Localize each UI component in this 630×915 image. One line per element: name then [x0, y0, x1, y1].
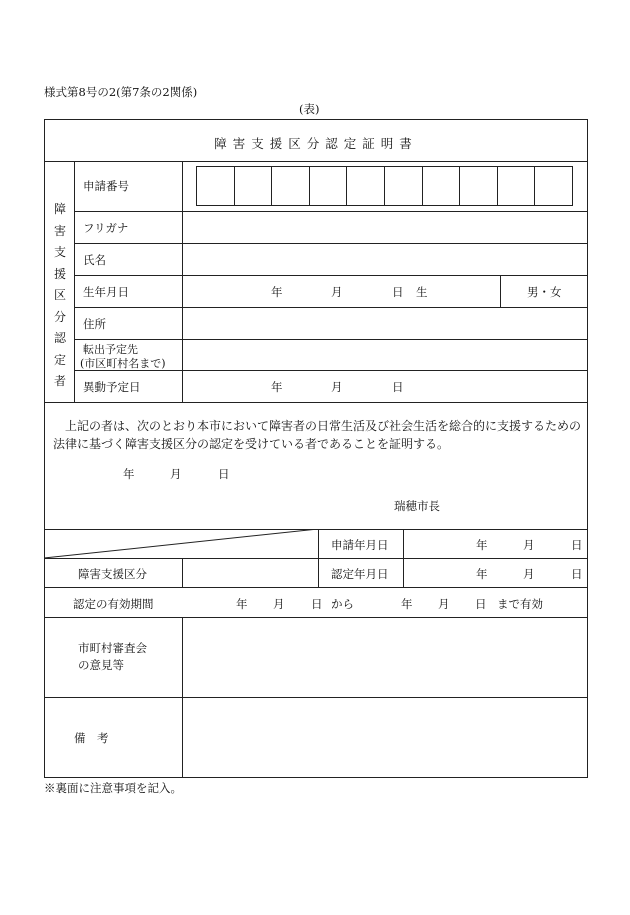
decision-date-label: 認定年月日	[331, 567, 389, 581]
divider	[44, 617, 588, 618]
moving-dest-label: 転出予定先	[83, 343, 138, 356]
divider	[44, 587, 588, 588]
application-number-boxes[interactable]	[196, 166, 573, 206]
digit-box[interactable]	[385, 167, 423, 205]
birth-month: 月	[331, 285, 343, 299]
form-title: 障害支援区分認定証明書	[214, 136, 418, 151]
decision-year: 年	[476, 567, 488, 581]
validity-label: 認定の有効期間	[73, 597, 154, 611]
divider	[182, 558, 183, 587]
divider	[500, 275, 501, 307]
birth-day: 日	[392, 285, 404, 299]
divider	[44, 697, 588, 698]
application-day: 日	[571, 538, 583, 552]
footer-note: ※裏面に注意事項を記入。	[44, 781, 182, 795]
decision-month: 月	[523, 567, 535, 581]
divider	[74, 339, 588, 340]
sex-field: 男・女	[527, 285, 562, 299]
category-label: 障害支援区分	[78, 567, 147, 581]
validity-to: まで有効	[497, 597, 543, 611]
divider	[44, 402, 588, 403]
issuer: 瑞穂市長	[394, 499, 440, 513]
divider	[74, 307, 588, 308]
divider	[182, 161, 183, 402]
divider	[44, 558, 588, 559]
application-date-label: 申請年月日	[331, 538, 389, 552]
form-number: 様式第8号の2(第7条の2関係)	[44, 85, 198, 99]
validity-from: から	[331, 597, 354, 611]
certification-text: 上記の者は、次のとおり本市において障害者の日常生活及び社会生活を総合的に支援するための法律に基づく障害支援区分の認定を受けている者であることを証明する。	[53, 419, 582, 451]
digit-box[interactable]	[460, 167, 498, 205]
name-label: 氏名	[83, 253, 106, 267]
moving-year: 年	[271, 380, 283, 394]
validity-to-year: 年	[401, 597, 413, 611]
validity-from-year: 年	[236, 597, 248, 611]
birth-year: 年	[271, 285, 283, 299]
validity-from-month: 月	[273, 597, 285, 611]
cert-month: 月	[170, 467, 182, 481]
address-label: 住所	[83, 317, 106, 331]
cert-day: 日	[218, 467, 230, 481]
application-month: 月	[523, 538, 535, 552]
moving-date-label: 異動予定日	[83, 380, 141, 394]
digit-box[interactable]	[535, 167, 572, 205]
subject-group-label: 障害支援区分認定者	[53, 202, 66, 388]
digit-box[interactable]	[272, 167, 310, 205]
validity-from-day: 日	[311, 597, 323, 611]
divider	[74, 161, 75, 402]
moving-dest-label-sub: (市区町村名まで)	[80, 357, 166, 370]
digit-box[interactable]	[197, 167, 235, 205]
application-year: 年	[476, 538, 488, 552]
side-label: (表)	[299, 102, 320, 116]
digit-box[interactable]	[498, 167, 536, 205]
validity-to-day: 日	[475, 597, 487, 611]
application-number-label: 申請番号	[83, 179, 129, 193]
divider	[74, 211, 588, 212]
digit-box[interactable]	[347, 167, 385, 205]
birthdate-label: 生年月日	[83, 285, 129, 299]
decision-day: 日	[571, 567, 583, 581]
council-label-sub: の意見等	[78, 658, 124, 672]
moving-month: 月	[331, 380, 343, 394]
divider	[74, 275, 588, 276]
digit-box[interactable]	[235, 167, 273, 205]
cert-year: 年	[123, 467, 135, 481]
divider	[74, 243, 588, 244]
validity-to-month: 月	[438, 597, 450, 611]
moving-day: 日	[392, 380, 404, 394]
furigana-label: フリガナ	[83, 221, 129, 235]
birth-suffix: 生	[416, 285, 428, 299]
council-label: 市町村審査会	[78, 641, 147, 655]
remarks-label: 備 考	[74, 731, 109, 745]
digit-box[interactable]	[310, 167, 348, 205]
digit-box[interactable]	[423, 167, 461, 205]
diagonal-line	[44, 529, 318, 558]
divider	[44, 161, 588, 162]
